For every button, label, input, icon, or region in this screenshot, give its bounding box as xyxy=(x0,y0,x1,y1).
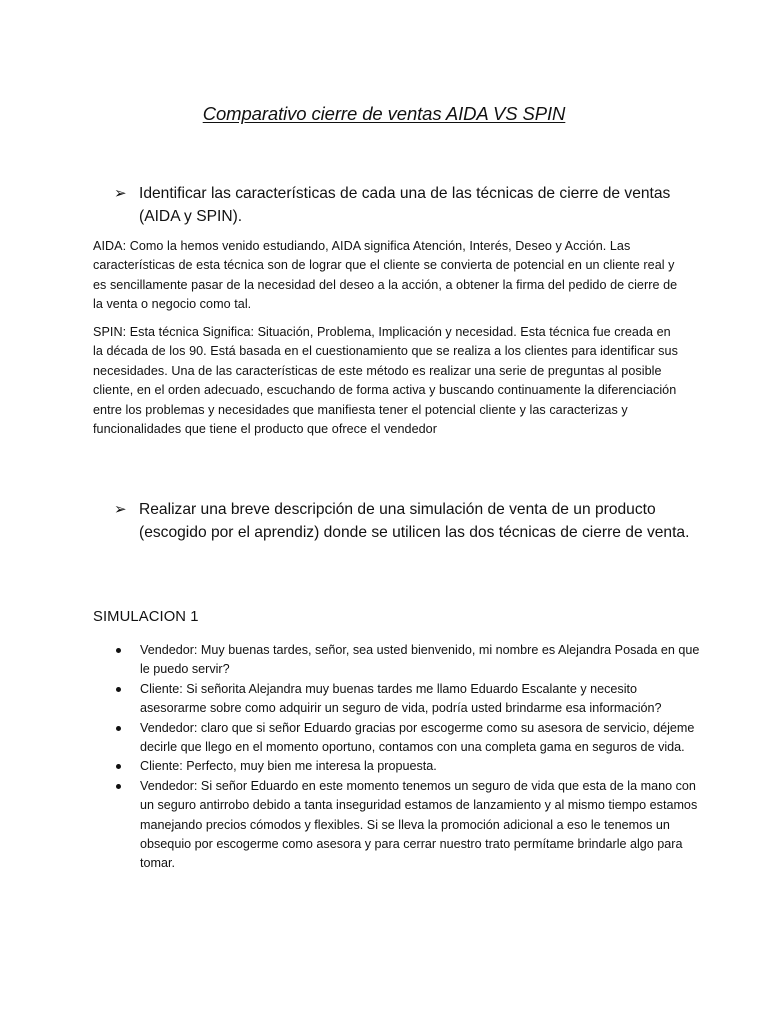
aida-paragraph: AIDA: Como la hemos venido estudiando, AIDA significa Atención, Interés, Deseo y Acción. Las características de esta técnica son de lograr que el cliente se convierta de potencial en un cliente real y es sencillamente pasar de la necesidad del deseo a la acción, a obtener la firma del pedido de cierre de la venta o negocio como tal. xyxy=(93,239,678,312)
objective-heading-1 xyxy=(114,183,694,228)
dialog-line: Vendedor: claro que si señor Eduardo gracias por escogerme como su asesora de servicio, déjeme decirle que llego en el momento oportuno, contamos con una completa gama en seguros de vida. xyxy=(140,720,695,755)
dialog-line: Cliente: Si señorita Alejandra muy buenas tardes me llamo Eduardo Escalante y necesito asesorarme sobre como adquirir un seguro de vida, podría usted brindarme esa información? xyxy=(140,681,662,716)
objective-heading-text: Identificar las características de cada una de las técnicas de cierre de ventas (AIDA y SPIN). xyxy=(139,185,671,225)
bullet-dot-icon xyxy=(110,641,140,680)
list-item xyxy=(110,680,705,719)
bullet-dot-icon xyxy=(110,680,140,719)
list-item xyxy=(110,777,705,874)
bullet-dot-icon xyxy=(110,777,140,874)
list-item xyxy=(110,719,705,758)
simulation-heading: SIMULACION 1 xyxy=(93,609,199,625)
objective-heading-text: Realizar una breve descripción de una simulación de venta de un producto (escogido por el aprendiz) donde se utilicen las dos técnicas de cierre de venta. xyxy=(139,501,690,541)
bullet-dot-icon xyxy=(110,757,140,776)
dialog-line: Vendedor: Muy buenas tardes, señor, sea usted bienvenido, mi nombre es Alejandra Posada en que le puedo servir? xyxy=(140,643,700,677)
list-item xyxy=(110,757,705,776)
arrow-bullet-icon: ➢ xyxy=(114,501,127,518)
list-item xyxy=(110,641,705,680)
spin-paragraph: SPIN: Esta técnica Significa: Situación, Problema, Implicación y necesidad. Esta técnica fue creada en la década de los 90. Está basada en el cuestionamiento que se realiza a los clientes para identificar sus necesidades. Una de las características de este método es realizar una serie de preguntas al posible cliente, en el orden adecuado, escuchando de forma activa y buscando continuamente la diferenciación entre los problemas y necesidades que manifiesta tener el potencial cliente y las caracterizas y funcionalidades que tiene el producto que ofrece el vendedor xyxy=(93,325,678,437)
dialog-line: Vendedor: Si señor Eduardo en este momento tenemos un seguro de vida que esta de la mano con un seguro antirrobo debido a tanta inseguridad estamos de lanzamiento y al mismo tiempo estamos manejando precios cómodos y flexibles. Si se lleva la promoción adicional a eso le tenemos un obsequio por escogerme como asesora y para cerrar nuestro trato permítame brindarle algo para tomar. xyxy=(140,778,698,871)
objective-heading-2 xyxy=(114,499,694,544)
bullet-dot-icon xyxy=(110,719,140,758)
dialog-line: Cliente: Perfecto, muy bien me interesa la propuesta. xyxy=(140,759,437,774)
simulation-dialog-list xyxy=(110,641,705,874)
document-title: Comparativo cierre de ventas AIDA VS SPIN xyxy=(202,103,566,124)
arrow-bullet-icon: ➢ xyxy=(114,185,127,202)
